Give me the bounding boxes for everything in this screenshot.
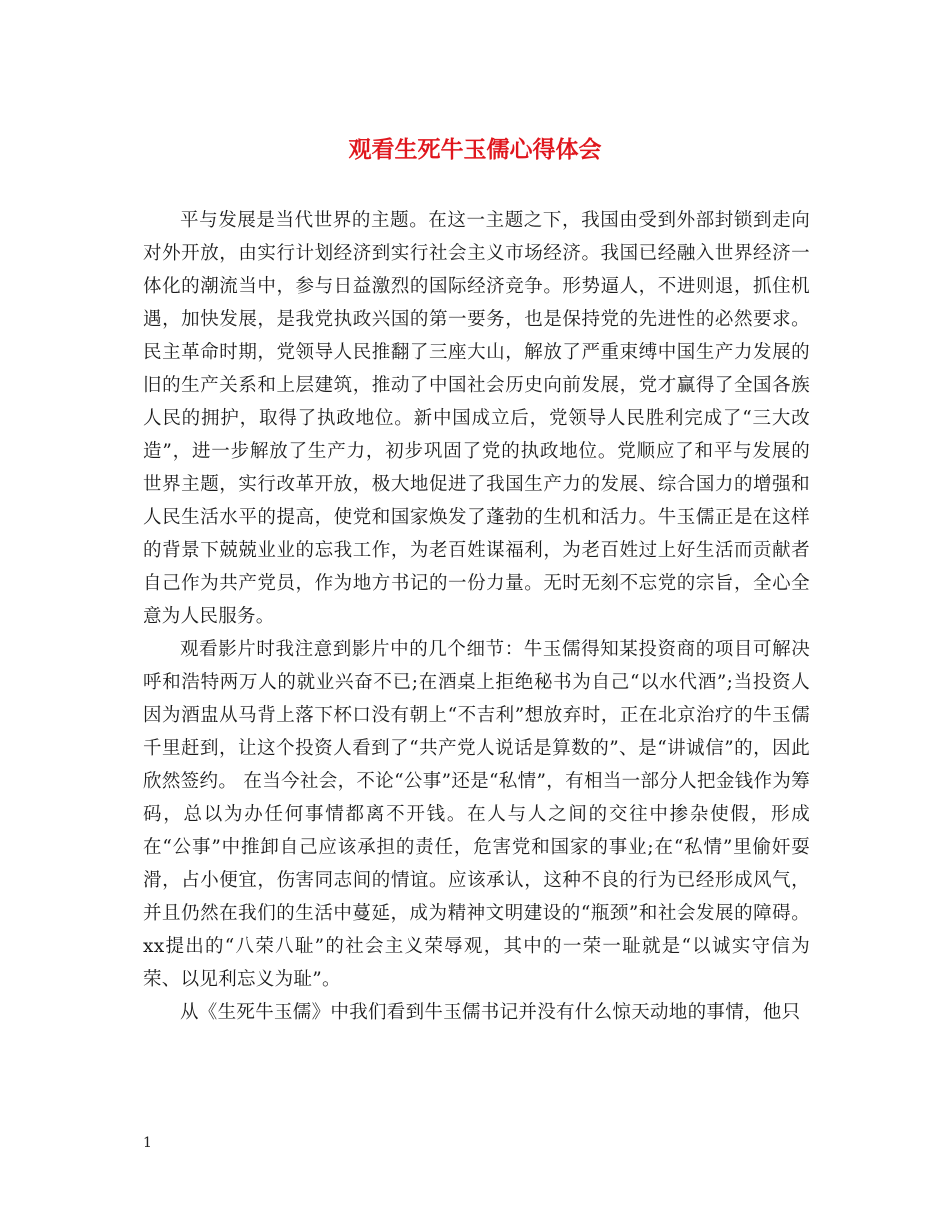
paragraph: 观看影片时我注意到影片中的几个细节：牛玉儒得知某投资商的项目可解决呼和浩特两万人的就业兴奋不已;在酒桌上拒绝秘书为自己“以水代酒”;当投资人因为酒盅从马背上落下杯口没有朝上“不吉利”想放弃时，正在北京治疗的牛玉儒千里赶到，让这个投资人看到了“共产党人说话是算数的”、是“讲诚信”的，因此欣然签约。 在当今社会，不论“公事”还是“私情”，有相当一部分人把金钱作为筹码，总以为办任何事情都离不开钱。在人与人之间的交往中掺杂使假，形成在“公事”中推卸自己应该承担的责任，危害党和国家的事业;在“私情”里偷奸耍滑，占小便宜，伤害同志间的情谊。应该承认，这种不良的行为已经形成风气，并且仍然在我们的生活中蔓延，成为精神文明建设的“瓶颈”和社会发展的障碍。xx提出的“八荣八耻”的社会主义荣辱观，其中的一荣一耻就是“以诚实守信为荣、以见利忘义为耻”。 xyxy=(143,639,810,990)
paragraph: 平与发展是当代世界的主题。在这一主题之下，我国由受到外部封锁到走向对外开放，由实行计划经济到实行社会主义市场经济。我国已经融入世界经济一体化的潮流当中，参与日益激烈的国际经济竞争。形势逼人，不进则退，抓住机遇，加快发展，是我党执政兴国的第一要务，也是保持党的先进性的必然要求。民主革命时期，党领导人民推翻了三座大山，解放了严重束缚中国生产力发展的旧的生产关系和上层建筑，推动了中国社会历史向前发展，党才赢得了全国各族人民的拥护，取得了执政地位。新中国成立后，党领导人民胜利完成了“三大改造”，进一步解放了生产力，初步巩固了党的执政地位。党顺应了和平与发展的世界主题，实行改革开放，极大地促进了我国生产力的发展、综合国力的增强和人民生活水平的提高，使党和国家焕发了蓬勃的生机和活力。牛玉儒正是在这样的背景下兢兢业业的忘我工作，为老百姓谋福利，为老百姓过上好生活而贡献者自己作为共产党员，作为地方书记的一份力量。无时无刻不忘党的宗旨，全心全意为人民服务。 xyxy=(143,210,810,627)
page-number: 1 xyxy=(143,1135,152,1151)
document-body xyxy=(143,204,810,1029)
paragraph: 从《生死牛玉儒》中我们看到牛玉儒书记并没有什么惊天动地的事情，他只 xyxy=(180,1002,801,1023)
document-title: 观看生死牛玉儒心得体会 xyxy=(348,136,602,163)
